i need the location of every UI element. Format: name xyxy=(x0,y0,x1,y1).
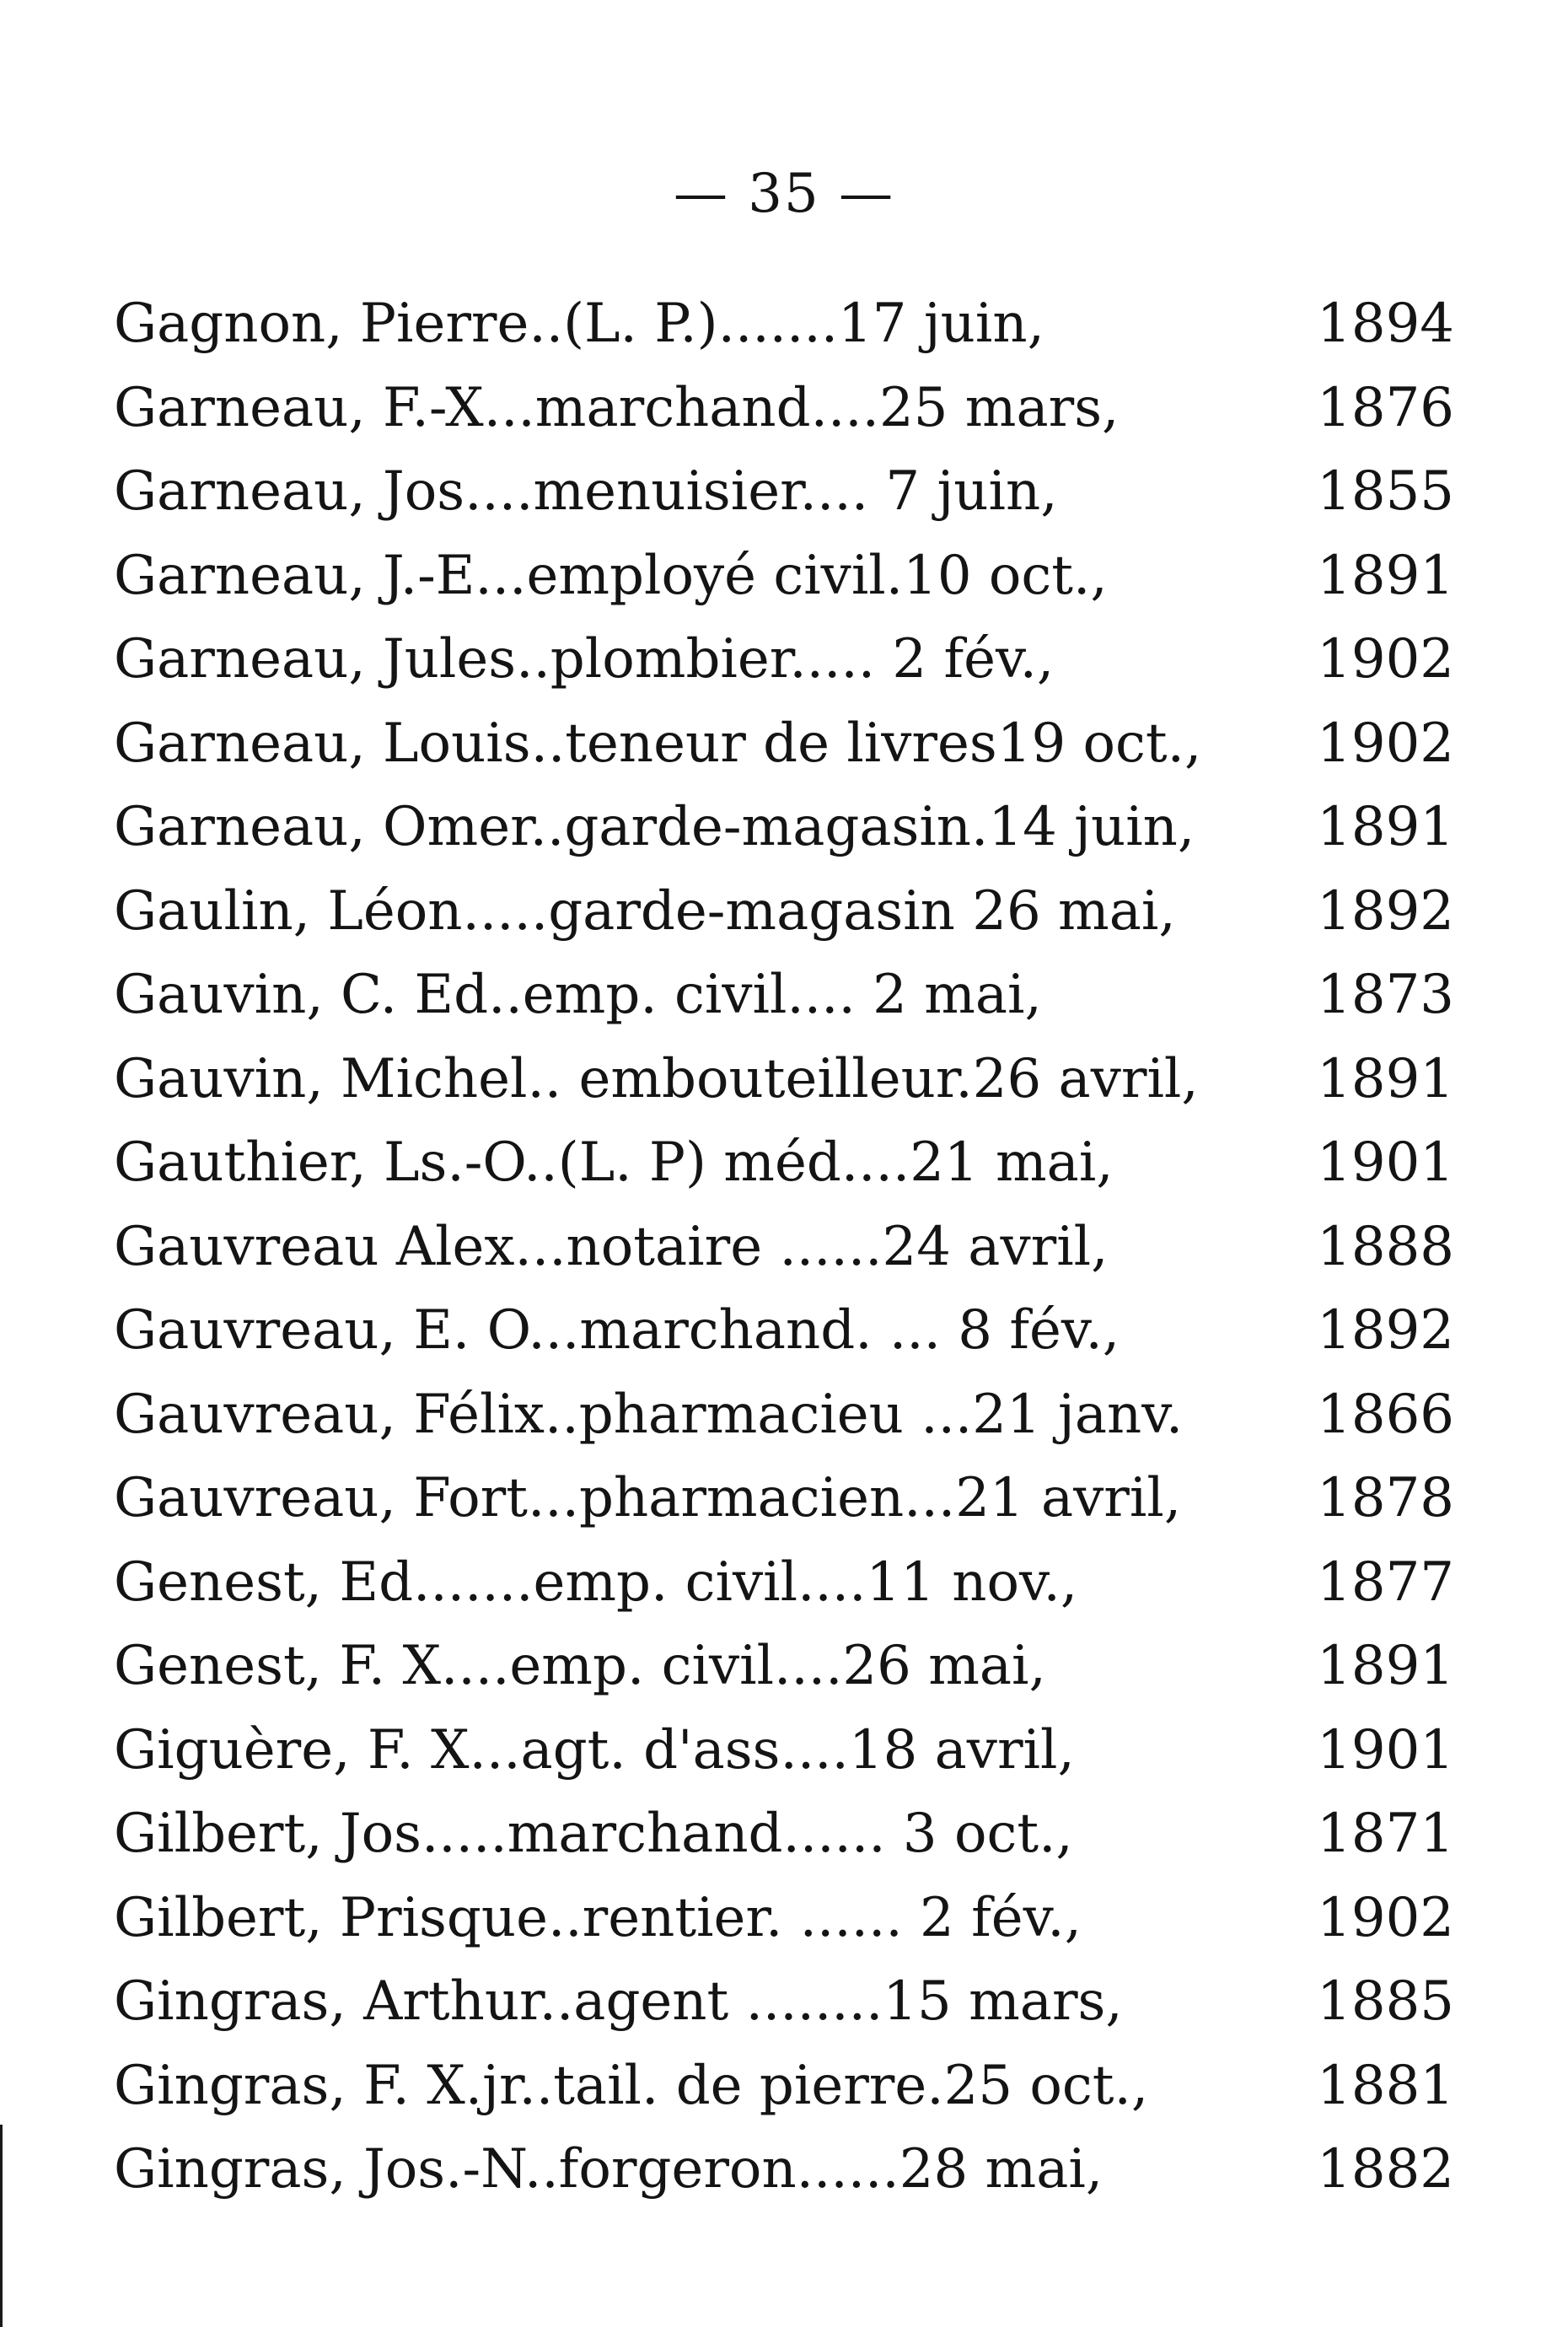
entry-year: 1901 xyxy=(1317,1718,1454,1782)
entry-name-occupation-date: Gilbert, Jos.....marchand...... 3 oct., xyxy=(114,1803,1073,1865)
entry-year: 1866 xyxy=(1317,1383,1454,1446)
entry-year: 1901 xyxy=(1317,1131,1454,1194)
entry-name-occupation-date: Gilbert, Prisque..rentier. ...... 2 fév., xyxy=(114,1886,1082,1949)
entry-name-occupation-date: Genest, F. X....emp. civil....26 mai, xyxy=(114,1635,1046,1697)
directory-list xyxy=(0,282,1568,2212)
directory-entry xyxy=(0,1457,1568,1541)
entry-name-occupation-date: Gauvin, Michel.. embouteilleur.26 avril, xyxy=(114,1047,1199,1110)
directory-entry xyxy=(0,1373,1568,1458)
entry-name-occupation-date: Gingras, F. X.jr..tail. de pierre.25 oct., xyxy=(114,2054,1149,2117)
entry-year: 1885 xyxy=(1317,1970,1454,2033)
entry-name-occupation-date: Gingras, Jos.-N..forgeron......28 mai, xyxy=(114,2138,1104,2201)
directory-entry xyxy=(0,2128,1568,2212)
directory-entry xyxy=(0,1625,1568,1709)
directory-entry xyxy=(0,1038,1568,1122)
entry-year: 1878 xyxy=(1317,1467,1454,1529)
directory-entry xyxy=(0,954,1568,1038)
directory-entry xyxy=(0,535,1568,619)
entry-name-occupation-date: Garneau, Jos....menuisier.... 7 juin, xyxy=(114,460,1058,523)
entry-year: 1855 xyxy=(1317,460,1454,523)
directory-entry xyxy=(0,1541,1568,1626)
entry-year: 1891 xyxy=(1317,796,1454,858)
entry-year: 1902 xyxy=(1317,628,1454,691)
entry-year: 1882 xyxy=(1317,2138,1454,2201)
entry-name-occupation-date: Gauvreau, Fort...pharmacien...21 avril, xyxy=(114,1467,1182,1529)
entry-name-occupation-date: Garneau, J.-E...employé civil.10 oct., xyxy=(114,544,1108,607)
directory-entry xyxy=(0,870,1568,954)
page-number: — 35 — xyxy=(673,163,895,225)
entry-year: 1894 xyxy=(1317,293,1454,355)
entry-name-occupation-date: Garneau, Louis..teneur de livres19 oct., xyxy=(114,712,1202,775)
entry-name-occupation-date: Gaulin, Léon.....garde-magasin 26 mai, xyxy=(114,879,1176,943)
directory-entry xyxy=(0,1206,1568,1290)
directory-entry xyxy=(0,618,1568,702)
entry-year: 1881 xyxy=(1317,2054,1454,2117)
entry-year: 1891 xyxy=(1317,544,1454,607)
entry-name-occupation-date: Giguère, F. X...agt. d'ass....18 avril, xyxy=(114,1718,1075,1782)
directory-entry xyxy=(0,702,1568,787)
directory-entry xyxy=(0,1960,1568,2045)
entry-year: 1873 xyxy=(1317,964,1454,1026)
entry-year: 1888 xyxy=(1317,1215,1454,1278)
entry-name-occupation-date: Garneau, F.-X...marchand....25 mars, xyxy=(114,376,1120,439)
entry-name-occupation-date: Gauthier, Ls.-O..(L. P) méd....21 mai, xyxy=(114,1131,1114,1194)
entry-year: 1891 xyxy=(1317,1047,1454,1110)
entry-year: 1871 xyxy=(1317,1803,1454,1865)
entry-name-occupation-date: Gauvreau, E. O...marchand. ... 8 fév., xyxy=(114,1299,1120,1362)
entry-year: 1891 xyxy=(1317,1635,1454,1697)
entry-name-occupation-date: Garneau, Jules..plombier..... 2 fév., xyxy=(114,628,1055,691)
directory-entry xyxy=(0,1792,1568,1877)
entry-name-occupation-date: Gauvreau Alex...notaire ......24 avril, xyxy=(114,1215,1109,1278)
directory-entry xyxy=(0,282,1568,367)
entry-name-occupation-date: Genest, Ed.......emp. civil....11 nov., xyxy=(114,1550,1078,1614)
entry-name-occupation-date: Gagnon, Pierre..(L. P.).......17 juin, xyxy=(114,293,1044,355)
directory-entry xyxy=(0,786,1568,870)
directory-entry xyxy=(0,1709,1568,1793)
directory-entry xyxy=(0,1877,1568,1961)
directory-entry xyxy=(0,367,1568,451)
directory-entry xyxy=(0,1121,1568,1206)
entry-name-occupation-date: Gauvreau, Félix..pharmacieu ...21 janv. xyxy=(114,1383,1184,1446)
page-edge-line xyxy=(0,2125,3,2327)
directory-entry xyxy=(0,2045,1568,2129)
entry-year: 1902 xyxy=(1317,1886,1454,1949)
entry-name-occupation-date: Gauvin, C. Ed..emp. civil.... 2 mai, xyxy=(114,964,1042,1026)
directory-entry xyxy=(0,1289,1568,1373)
entry-year: 1902 xyxy=(1317,712,1454,775)
entry-year: 1892 xyxy=(1317,1299,1454,1362)
directory-entry xyxy=(0,450,1568,535)
entry-year: 1877 xyxy=(1317,1550,1454,1614)
entry-name-occupation-date: Garneau, Omer..garde-magasin.14 juin, xyxy=(114,796,1195,858)
entry-year: 1876 xyxy=(1317,376,1454,439)
entry-year: 1892 xyxy=(1317,879,1454,943)
entry-name-occupation-date: Gingras, Arthur..agent ........15 mars, xyxy=(114,1970,1123,2033)
